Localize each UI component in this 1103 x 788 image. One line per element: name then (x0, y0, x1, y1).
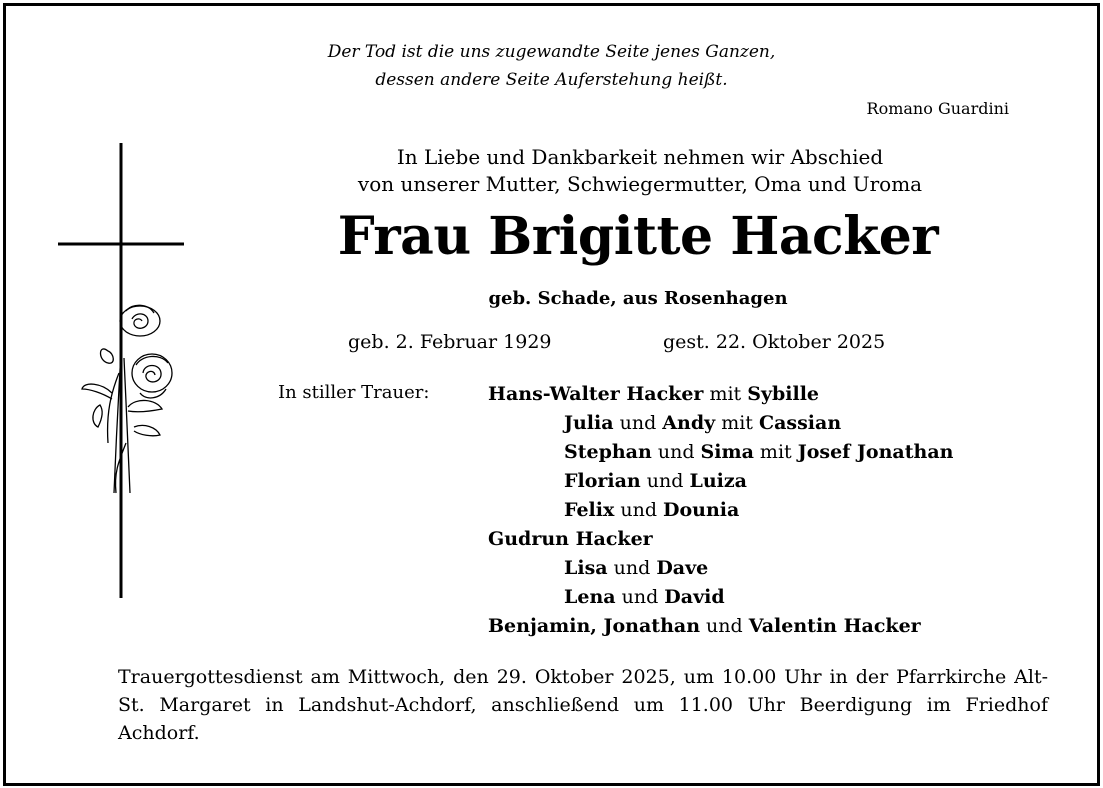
mourner-name: Josef Jonathan (797, 441, 954, 463)
mourner-connector: und (615, 586, 665, 608)
mourner-name: Gudrun Hacker (488, 528, 653, 550)
mourner-row (488, 467, 953, 496)
mourner-name: Sima (700, 441, 754, 463)
mourner-name: Lisa (564, 557, 608, 579)
service-details: Trauergottesdienst am Mittwoch, den 29. Oktober 2025, um 10.00 Uhr in der Pfarrkirche Alt-St. Margaret in Landshut-Achdorf, anschließend um 11.00 Uhr Beerdigung im Friedhof Achdorf. (118, 666, 1048, 744)
mourner-name: Luiza (689, 470, 747, 492)
intro-line-1: In Liebe und Dankbarkeit nehmen wir Abschied (396, 145, 884, 169)
mourner-row (488, 380, 953, 409)
mourner-name: Dounia (663, 499, 740, 521)
deceased-name: Frau Brigitte Hacker (337, 206, 939, 267)
mourner-row (488, 409, 953, 438)
mourner-row (488, 554, 953, 583)
mourner-name: Andy (662, 412, 716, 434)
cross-with-roses-icon (56, 143, 188, 603)
mourner-connector: mit (753, 441, 798, 463)
mourner-connector: und (651, 441, 701, 463)
mourner-name: Lena (564, 586, 616, 608)
mourner-row (488, 525, 953, 554)
mourner-name: Stephan (564, 441, 652, 463)
deceased-maiden-name: geb. Schade, aus Rosenhagen (488, 288, 788, 309)
mourner-name: Benjamin, Jonathan (488, 615, 701, 637)
birth-date: geb. 2. Februar 1929 (348, 331, 552, 353)
mourner-name: Cassian (758, 412, 842, 434)
intro-line-2: von unserer Mutter, Schwiegermutter, Oma und Uroma (357, 172, 923, 196)
mourner-connector: und (607, 557, 657, 579)
quote-author: Romano Guardini (866, 99, 1009, 118)
mourner-connector: und (614, 499, 664, 521)
mourner-row (488, 496, 953, 525)
mourner-name: Dave (656, 557, 709, 579)
mourner-row (488, 612, 953, 641)
mourner-row (488, 438, 953, 467)
mourner-connector: mit (715, 412, 759, 434)
mourner-name: Florian (564, 470, 641, 492)
mourner-name: Sybille (747, 383, 820, 405)
mourner-connector: und (700, 615, 749, 637)
mourner-name: Felix (564, 499, 615, 521)
mourner-name: Hans-Walter Hacker (488, 383, 704, 405)
mourner-name: David (664, 586, 725, 608)
quote-line-2: dessen andere Seite Auferstehung heißt. (375, 70, 728, 90)
mourner-connector: und (613, 412, 663, 434)
mourners-list (488, 380, 953, 641)
mourner-name: Julia (564, 412, 614, 434)
mourners-label: In stiller Trauer: (278, 382, 430, 403)
mourner-connector: und (640, 470, 690, 492)
death-date: gest. 22. Oktober 2025 (663, 331, 886, 353)
mourner-row (488, 583, 953, 612)
mourner-connector: mit (703, 383, 748, 405)
quote-line-1: Der Tod ist die uns zugewandte Seite jenes Ganzen, (327, 42, 776, 62)
mourner-name: Valentin Hacker (748, 615, 921, 637)
